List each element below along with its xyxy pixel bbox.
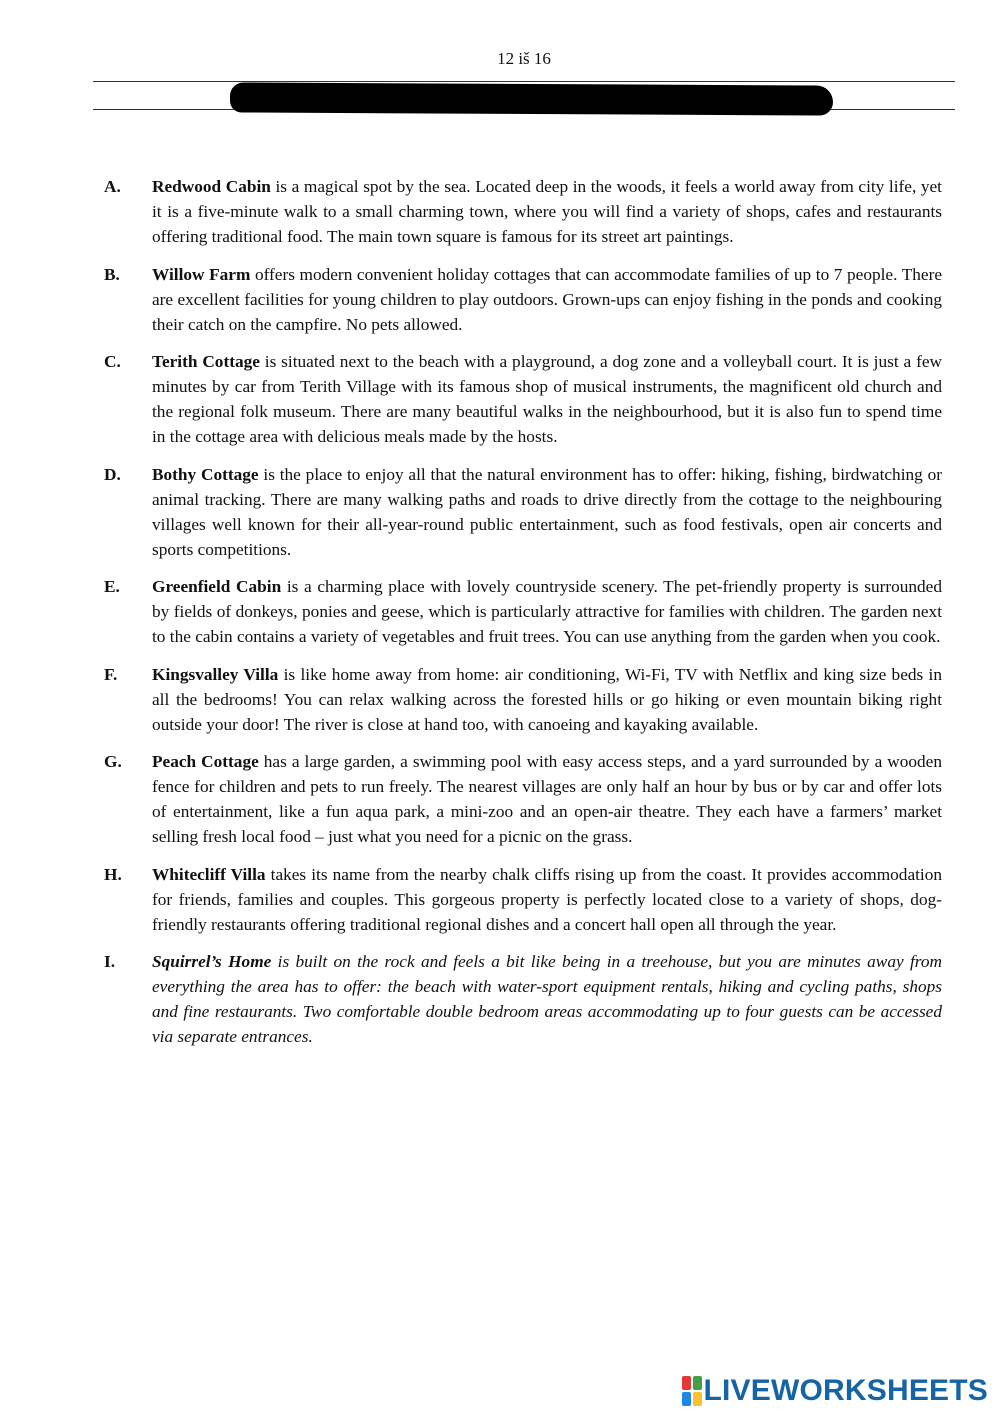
item-letter: E.: [104, 577, 120, 596]
list-item-e: [104, 574, 942, 649]
list-item-a: [104, 174, 942, 249]
item-letter: H.: [104, 864, 122, 884]
liveworksheets-logo[interactable]: [682, 1374, 989, 1408]
page-number: 12 iš 16: [497, 49, 551, 68]
item-text: has a large garden, a swimming pool with easy access steps, and a yard surrounded by a wooden fence for children and pets to run freely. The nearest villages are only half an hour by bus or by car and offer lots of entertainment, like a fun aqua park, a mini-zoo and an open-air theatre. They each have a farmers’ market selling fresh local food – just what you need for a picnic on the grass.: [152, 752, 942, 846]
list-item-b: [104, 262, 942, 337]
item-name: Peach Cottage: [152, 752, 259, 771]
item-text: is situated next to the beach with a playground, a dog zone and a volleyball court. It is just a few minutes by car from Terith Village with its famous shop of musical instruments, the magnificent old church and the regional folk museum. There are many beautiful walks in the neighbourhood, but it is also fun to spend time in the cottage area with delicious meals made by the hosts.: [152, 352, 942, 446]
item-letter: D.: [104, 464, 121, 484]
item-text: is built on the rock and feels a bit like being in a treehouse, but you are minutes away from everything the area has to offer: the beach with water-sport equipment rentals, hiking and cycling paths, shops and fine restaurants. Two comfortable double bedroom areas accommodating up to four guests can be accessed via separate entrances.: [152, 952, 942, 1046]
accommodation-list: [104, 174, 942, 1062]
item-name: Greenfield Cabin: [152, 577, 282, 596]
item-text: is the place to enjoy all that the natural environment has to offer: hiking, fishing, birdwatching or animal tracking. There are many walking paths and roads to drive directly from the cottage to the neighbouring villages well known for their all-year-round public entertainment, such as food festivals, open air concerts and sports competitions.: [152, 464, 942, 559]
item-text: is a magical spot by the sea. Located deep in the woods, it feels a world away from city life, yet it is a five-minute walk to a small charming town, where you will find a variety of shops, cafes and restaurants offering traditional food. The main town square is famous for its street art paintings.: [152, 177, 942, 246]
redaction-bar: [230, 82, 833, 115]
item-name: Kingsvalley Villa: [152, 664, 279, 684]
liveworksheets-logo-icon: [682, 1376, 702, 1406]
item-name: Terith Cottage: [152, 352, 260, 371]
item-letter: A.: [104, 177, 121, 196]
item-name: Squirrel’s Home: [152, 952, 272, 971]
list-item-d: [104, 462, 942, 562]
item-name: Willow Farm: [152, 264, 251, 284]
item-name: Bothy Cottage: [152, 464, 259, 484]
item-letter: C.: [104, 352, 121, 371]
logo-text: LIVEWORKSHEETS: [703, 1374, 988, 1407]
item-text: offers modern convenient holiday cottages that can accommodate families of up to 7 people. There are excellent facilities for young children to play outdoors. Grown-ups can enjoy fishing in the ponds and cooking their catch on the campfire. No pets allowed.: [152, 264, 942, 334]
item-text: is like home away from home: air conditioning, Wi-Fi, TV with Netflix and king size beds in all the bedrooms! You can relax walking across the forested hills or go hiking or even mountain biking right outside your door! The river is close at hand too, with canoeing and kayaking available.: [152, 664, 942, 734]
item-letter: F.: [104, 664, 118, 684]
item-text: is a charming place with lovely countryside scenery. The pet-friendly property is surrounded by fields of donkeys, ponies and geese, which is particularly attractive for families with children. The garden next to the cabin contains a variety of vegetables and fruit trees. You can use anything from the garden when you cook.: [152, 577, 942, 646]
item-name: Whitecliff Villa: [152, 864, 266, 884]
item-text: takes its name from the nearby chalk cliffs rising up from the coast. It provides accommodation for friends, families and couples. This gorgeous property is perfectly located close to a variety of shops, dog-friendly restaurants offering traditional regional dishes and a concert hall open all through the year.: [152, 864, 943, 934]
list-item-h: [104, 862, 942, 937]
list-item-i: [104, 949, 942, 1049]
item-letter: G.: [104, 752, 122, 771]
header-rule-top: [93, 81, 955, 82]
item-letter: B.: [104, 264, 120, 284]
list-item-c: [104, 349, 942, 449]
list-item-f: [104, 662, 942, 737]
item-letter: I.: [104, 952, 116, 971]
list-item-g: [104, 749, 942, 849]
item-name: Redwood Cabin: [152, 177, 271, 196]
